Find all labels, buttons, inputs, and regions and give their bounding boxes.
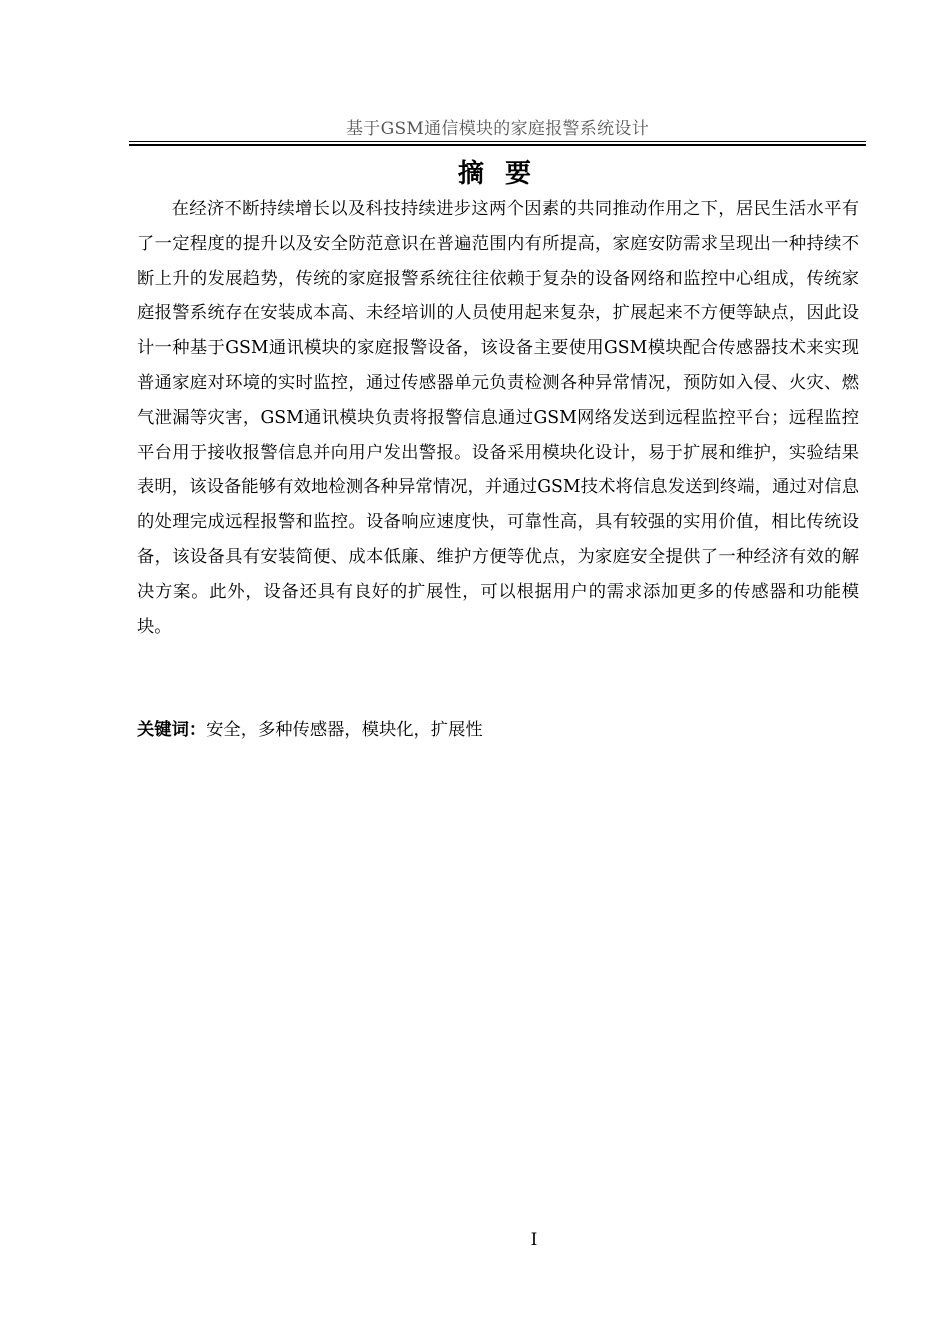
keywords-label: 关键词： [137,720,207,740]
abstract-body: 在经济不断持续增长以及科技持续进步这两个因素的共同推动作用之下，居民生活水平有了一定程度的提升以及安全防范意识在普遍范围内有所提高，家庭安防需求呈现出一种持续不断上升的发展趋势，传统的家庭报警系统往往依赖于复杂的设备网络和监控中心组成，传统家庭报警系统存在安装成本高、未经培训的人员使用起来复杂，扩展起来不方便等缺点，因此设计一种基于GSM通讯模块的家庭报警设备，该设备主要使用GSM模块配合传感器技术来实现普通家庭对环境的实时监控，通过传感器单元负责检测各种异常情况，预防如入侵、火灾、燃气泄漏等灾害，GSM通讯模块负责将报警信息通过GSM网络发送到远程监控平台；远程监控平台用于接收报警信息并向用户发出警报。设备采用模块化设计，易于扩展和维护，实验结果表明，该设备能够有效地检测各种异常情况，并通过GSM技术将信息发送到终端，通过对信息的处理完成远程报警和监控。设备响应速度快，可靠性高，具有较强的实用价值，相比传统设备，该设备具有安装简便、成本低廉、维护方便等优点，为家庭安全提供了一种经济有效的解决方案。此外，设备还具有良好的扩展性，可以根据用户的需求添加更多的传感器和功能模块。 [137,199,859,637]
page-number: I [530,1230,538,1250]
header-rule-thick [129,144,866,146]
running-header: 基于GSM通信模块的家庭报警系统设计 [345,119,650,139]
abstract-title: 摘 要 [457,159,538,189]
keywords-text: 安全，多种传感器，模块化，扩展性 [206,720,483,740]
header-rule [129,141,866,142]
keywords-line [137,713,859,748]
